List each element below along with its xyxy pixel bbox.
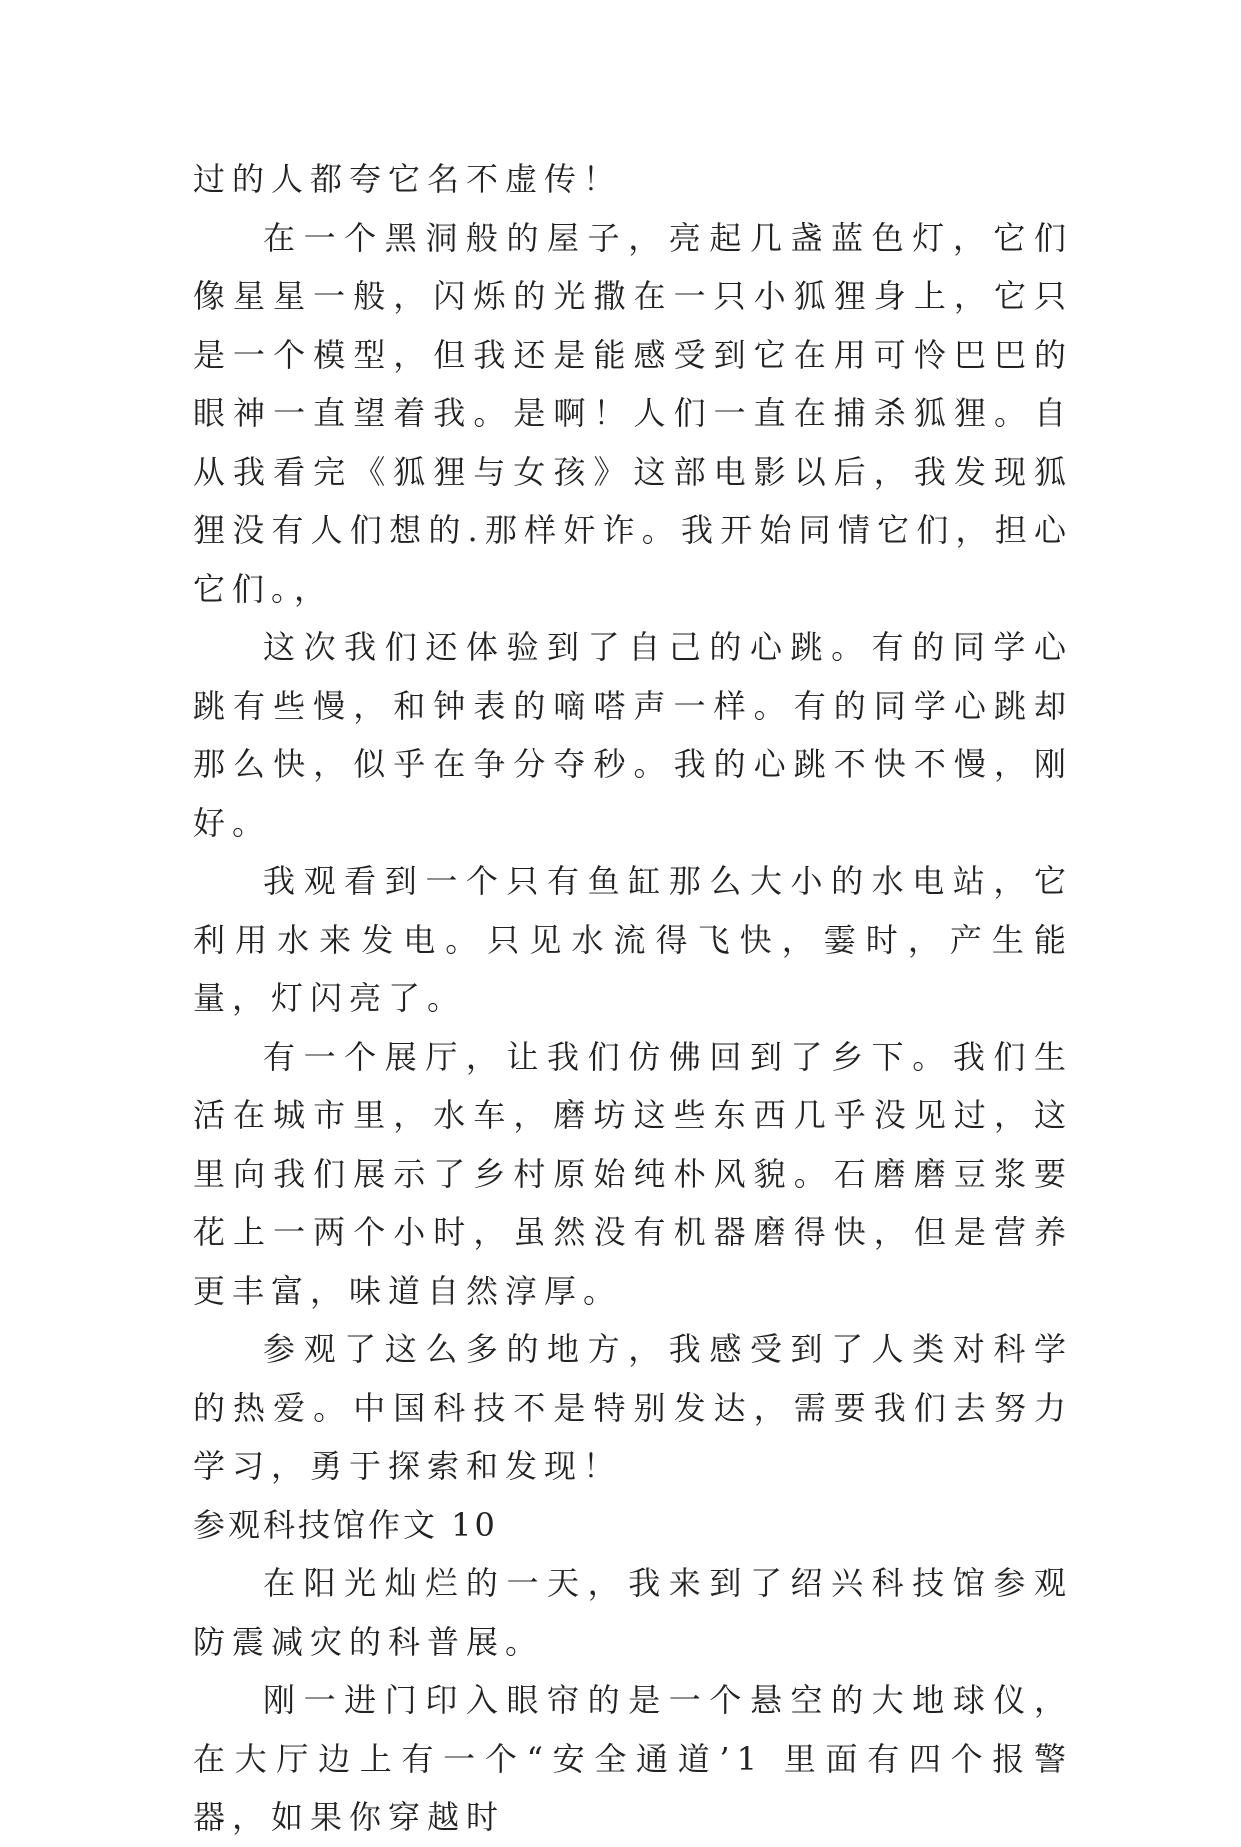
paragraph: 参观了这么多的地方，我感受到了人类对科学的热爱。中国科技不是特别发达，需要我们去努力学习，勇于探索和发现！ — [193, 1330, 1073, 1485]
paragraph: 有一个展厅，让我们仿佛回到了乡下。我们生活在城市里，水车，磨坊这些东西几乎没见过，这里向我们展示了乡村原始纯朴风貌。石磨磨豆浆要花上一两个小时，虽然没有机器磨得快，但是营养更丰富，味道自然淳厚。 — [193, 1037, 1073, 1310]
paragraph: 我观看到一个只有鱼缸那么大小的水电站，它利用水来发电。只见水流得飞快，霎时，产生能量，灯闪亮了。 — [193, 862, 1073, 1017]
paragraph: 过的人都夸它名不虚传！ — [193, 160, 623, 198]
section-title: 参观科技馆作文 10 — [193, 1505, 498, 1544]
paragraph: 刚一进门印入眼帘的是一个悬空的大地球仪，在大厅边上有一个“安全通道’1 里面有四个报警器，如果你穿越时 — [193, 1681, 1073, 1836]
paragraph: 在一个黑洞般的屋子，亮起几盏蓝色灯，它们像星星一般，闪烁的光撒在一只小狐狸身上，它只是一个模型，但我还是能感受到它在用可怜巴巴的眼神一直望着我。是啊！人们一直在捕杀狐狸。自从我看完《狐狸与女孩》这部电影以后，我发现狐狸没有人们想的.那样奸诈。我开始同情它们，担心它们。， — [193, 218, 1073, 608]
paragraph: 这次我们还体验到了自己的心跳。有的同学心跳有些慢，和钟表的嘀嗒声一样。有的同学心跳却那么快，似乎在争分夺秒。我的心跳不快不慢，刚好。 — [193, 628, 1073, 842]
document-body — [193, 150, 1073, 1847]
paragraph: 在阳光灿烂的一天，我来到了绍兴科技馆参观防震减灾的科普展。 — [193, 1564, 1073, 1661]
